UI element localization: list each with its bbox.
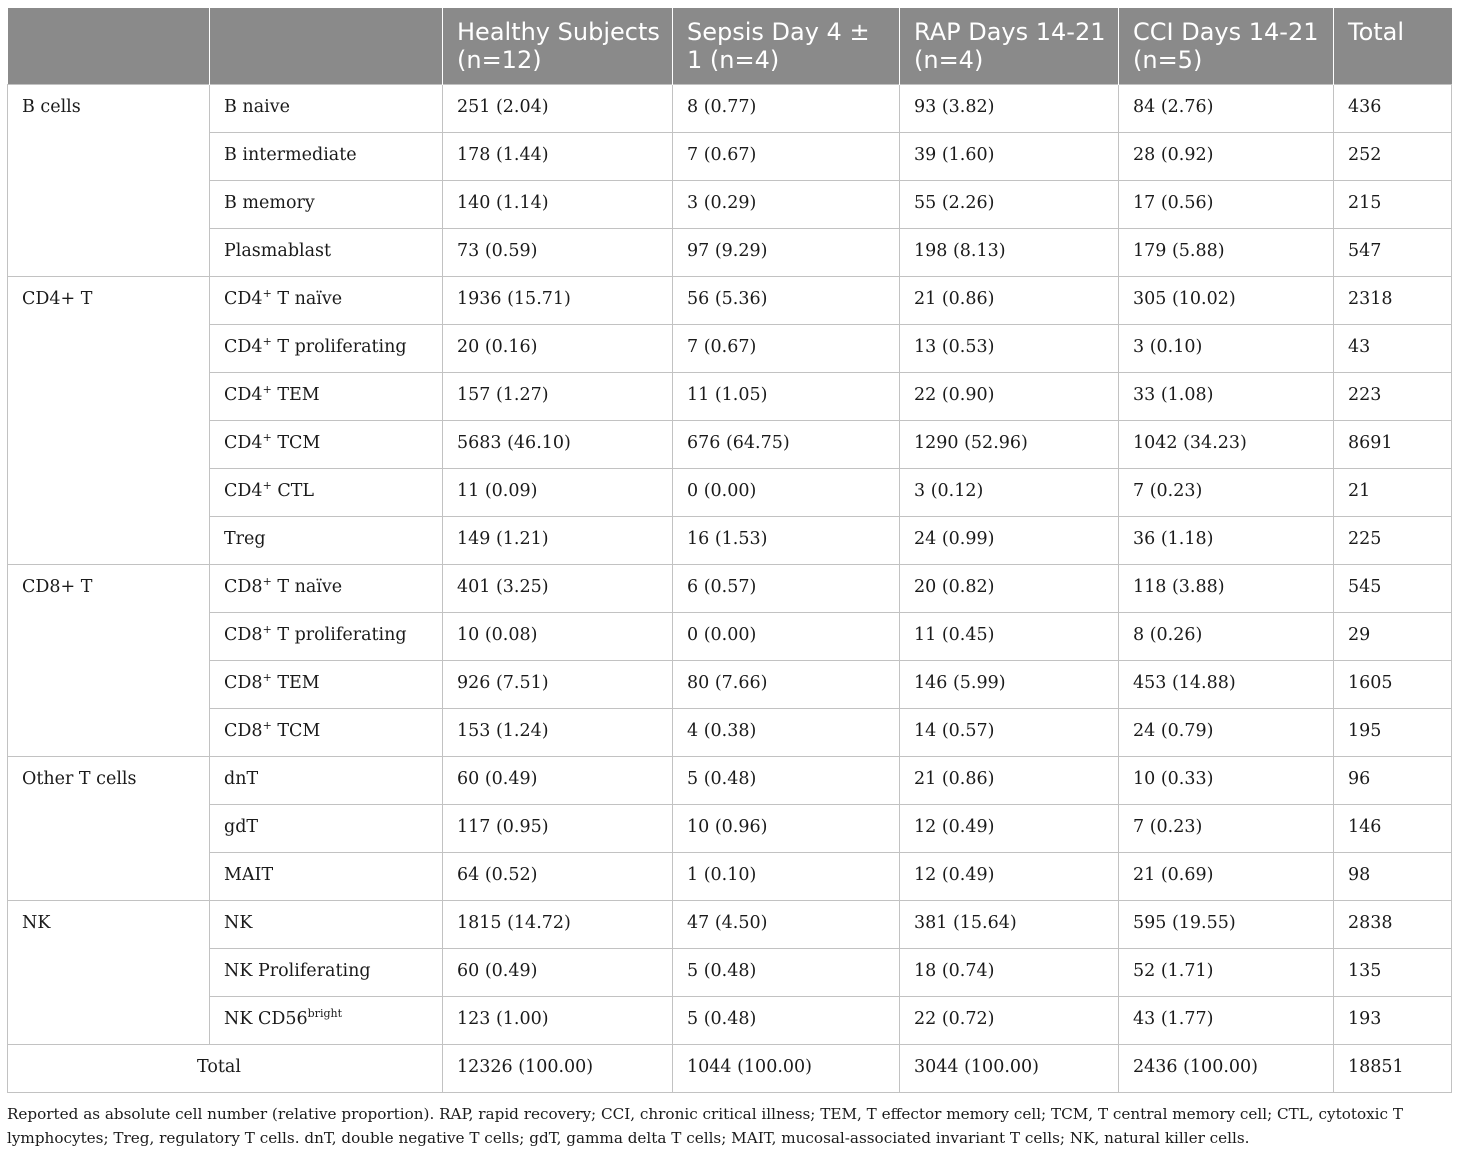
cell-type-suffix: TCM <box>271 433 321 453</box>
cell-type-name: CD4 <box>224 289 263 309</box>
cell-type-suffix: T naïve <box>271 289 343 309</box>
column-header <box>8 8 210 85</box>
value-cell: 21 (0.86) <box>900 277 1119 325</box>
total-value-cell: 3044 (100.00) <box>900 1045 1119 1093</box>
table-row <box>8 805 1452 853</box>
value-cell: 98 <box>1334 853 1452 901</box>
value-cell: 595 (19.55) <box>1119 901 1334 949</box>
cell-type-label <box>210 757 443 805</box>
cell-type-name: Plasmablast <box>224 241 332 261</box>
value-cell: 251 (2.04) <box>443 85 673 133</box>
cell-type-suffix: TEM <box>271 673 320 693</box>
value-cell: 5 (0.48) <box>673 949 900 997</box>
column-header: Total <box>1334 8 1452 85</box>
value-cell: 381 (15.64) <box>900 901 1119 949</box>
cell-type-suffix: T naïve <box>271 577 343 597</box>
value-cell: 33 (1.08) <box>1119 373 1334 421</box>
value-cell: 1815 (14.72) <box>443 901 673 949</box>
value-cell: 117 (0.95) <box>443 805 673 853</box>
total-value-cell: 18851 <box>1334 1045 1452 1093</box>
value-cell: 11 (0.45) <box>900 613 1119 661</box>
cell-type-suffix: TEM <box>271 385 320 405</box>
value-cell: 7 (0.67) <box>673 325 900 373</box>
value-cell: 305 (10.02) <box>1119 277 1334 325</box>
value-cell: 146 <box>1334 805 1452 853</box>
cell-counts-table <box>7 8 1452 1093</box>
value-cell: 3 (0.12) <box>900 469 1119 517</box>
value-cell: 29 <box>1334 613 1452 661</box>
cell-type-superscript: + <box>262 287 272 301</box>
value-cell: 140 (1.14) <box>443 181 673 229</box>
value-cell: 17 (0.56) <box>1119 181 1334 229</box>
group-label: CD4+ T <box>8 277 210 565</box>
value-cell: 8691 <box>1334 421 1452 469</box>
total-value-cell: 12326 (100.00) <box>443 1045 673 1093</box>
cell-type-label <box>210 901 443 949</box>
table-row <box>8 997 1452 1045</box>
table-row <box>8 85 1452 133</box>
column-header <box>210 8 443 85</box>
column-header: Sepsis Day 4 ± 1 (n=4) <box>673 8 900 85</box>
value-cell: 146 (5.99) <box>900 661 1119 709</box>
cell-type-label <box>210 85 443 133</box>
cell-type-label <box>210 613 443 661</box>
value-cell: 123 (1.00) <box>443 997 673 1045</box>
cell-type-name: Treg <box>224 529 266 549</box>
table-header-row <box>8 8 1452 85</box>
cell-type-label <box>210 373 443 421</box>
value-cell: 545 <box>1334 565 1452 613</box>
value-cell: 60 (0.49) <box>443 757 673 805</box>
table-row <box>8 325 1452 373</box>
value-cell: 6 (0.57) <box>673 565 900 613</box>
cell-type-label <box>210 325 443 373</box>
cell-type-suffix: T proliferating <box>271 337 407 357</box>
value-cell: 11 (0.09) <box>443 469 673 517</box>
group-label: NK <box>8 901 210 1045</box>
cell-type-name: NK <box>224 913 253 933</box>
cell-type-name: gdT <box>224 817 259 837</box>
value-cell: 8 (0.26) <box>1119 613 1334 661</box>
value-cell: 157 (1.27) <box>443 373 673 421</box>
value-cell: 2318 <box>1334 277 1452 325</box>
value-cell: 7 (0.23) <box>1119 469 1334 517</box>
table-row <box>8 229 1452 277</box>
table-row <box>8 757 1452 805</box>
value-cell: 96 <box>1334 757 1452 805</box>
value-cell: 80 (7.66) <box>673 661 900 709</box>
cell-type-name: MAIT <box>224 865 274 885</box>
cell-type-superscript: + <box>262 431 272 445</box>
table-row <box>8 133 1452 181</box>
cell-type-name: B naive <box>224 97 290 117</box>
group-label: B cells <box>8 85 210 277</box>
cell-type-label <box>210 133 443 181</box>
value-cell: 198 (8.13) <box>900 229 1119 277</box>
value-cell: 36 (1.18) <box>1119 517 1334 565</box>
cell-type-suffix: CTL <box>271 481 315 501</box>
value-cell: 676 (64.75) <box>673 421 900 469</box>
value-cell: 56 (5.36) <box>673 277 900 325</box>
value-cell: 93 (3.82) <box>900 85 1119 133</box>
cell-type-name: dnT <box>224 769 259 789</box>
cell-type-name: B memory <box>224 193 315 213</box>
value-cell: 0 (0.00) <box>673 469 900 517</box>
value-cell: 1042 (34.23) <box>1119 421 1334 469</box>
cell-type-superscript: + <box>262 383 272 397</box>
value-cell: 18 (0.74) <box>900 949 1119 997</box>
value-cell: 24 (0.79) <box>1119 709 1334 757</box>
value-cell: 10 (0.33) <box>1119 757 1334 805</box>
value-cell: 225 <box>1334 517 1452 565</box>
value-cell: 0 (0.00) <box>673 613 900 661</box>
column-header: CCI Days 14-21 (n=5) <box>1119 8 1334 85</box>
value-cell: 22 (0.72) <box>900 997 1119 1045</box>
value-cell: 20 (0.82) <box>900 565 1119 613</box>
cell-type-superscript: + <box>262 479 272 493</box>
value-cell: 5 (0.48) <box>673 757 900 805</box>
cell-type-label <box>210 517 443 565</box>
column-header: RAP Days 14-21 (n=4) <box>900 8 1119 85</box>
total-row <box>8 1045 1452 1093</box>
value-cell: 11 (1.05) <box>673 373 900 421</box>
table-row <box>8 661 1452 709</box>
cell-type-name: CD8 <box>224 625 263 645</box>
cell-type-label <box>210 661 443 709</box>
cell-type-name: CD4 <box>224 337 263 357</box>
value-cell: 39 (1.60) <box>900 133 1119 181</box>
cell-type-label <box>210 229 443 277</box>
value-cell: 3 (0.29) <box>673 181 900 229</box>
value-cell: 28 (0.92) <box>1119 133 1334 181</box>
value-cell: 547 <box>1334 229 1452 277</box>
value-cell: 149 (1.21) <box>443 517 673 565</box>
cell-type-superscript: + <box>262 719 272 733</box>
value-cell: 153 (1.24) <box>443 709 673 757</box>
cell-type-label <box>210 709 443 757</box>
cell-type-label <box>210 469 443 517</box>
cell-type-label <box>210 853 443 901</box>
value-cell: 215 <box>1334 181 1452 229</box>
value-cell: 195 <box>1334 709 1452 757</box>
value-cell: 178 (1.44) <box>443 133 673 181</box>
value-cell: 43 <box>1334 325 1452 373</box>
cell-type-suffix: TCM <box>271 721 321 741</box>
table-row <box>8 709 1452 757</box>
value-cell: 97 (9.29) <box>673 229 900 277</box>
table-row <box>8 421 1452 469</box>
value-cell: 193 <box>1334 997 1452 1045</box>
table-row <box>8 181 1452 229</box>
value-cell: 135 <box>1334 949 1452 997</box>
cell-type-superscript: + <box>262 623 272 637</box>
cell-type-superscript: + <box>262 575 272 589</box>
cell-type-superscript: + <box>262 671 272 685</box>
value-cell: 24 (0.99) <box>900 517 1119 565</box>
table-row <box>8 613 1452 661</box>
cell-type-label <box>210 277 443 325</box>
column-header: Healthy Subjects (n=12) <box>443 8 673 85</box>
value-cell: 1936 (15.71) <box>443 277 673 325</box>
table-row <box>8 565 1452 613</box>
table-footnote: Reported as absolute cell number (relative proportion). RAP, rapid recovery; CCI, chronic critical illness; TEM, T effector memory cell; TCM, T central memory cell; CTL, cytotoxic T lymphocytes; Treg, regulatory T cells. dnT, double negative T cells; gdT, gamma delta T cells; MAIT, mucosal-associated invariant T cells; NK, natural killer cells. <box>7 1105 1403 1147</box>
cell-type-name: CD8 <box>224 721 263 741</box>
value-cell: 1605 <box>1334 661 1452 709</box>
value-cell: 4 (0.38) <box>673 709 900 757</box>
total-label: Total <box>8 1045 443 1093</box>
value-cell: 223 <box>1334 373 1452 421</box>
cell-type-superscript: + <box>262 335 272 349</box>
group-label: Other T cells <box>8 757 210 901</box>
cell-type-name: CD4 <box>224 385 263 405</box>
value-cell: 21 (0.86) <box>900 757 1119 805</box>
table-row <box>8 853 1452 901</box>
table-row <box>8 517 1452 565</box>
value-cell: 179 (5.88) <box>1119 229 1334 277</box>
table-row <box>8 373 1452 421</box>
cell-type-label <box>210 181 443 229</box>
cell-type-name: CD8 <box>224 577 263 597</box>
value-cell: 64 (0.52) <box>443 853 673 901</box>
value-cell: 8 (0.77) <box>673 85 900 133</box>
total-value-cell: 1044 (100.00) <box>673 1045 900 1093</box>
value-cell: 10 (0.96) <box>673 805 900 853</box>
value-cell: 13 (0.53) <box>900 325 1119 373</box>
total-value-cell: 2436 (100.00) <box>1119 1045 1334 1093</box>
value-cell: 73 (0.59) <box>443 229 673 277</box>
cell-type-name: NK Proliferating <box>224 961 371 981</box>
value-cell: 52 (1.71) <box>1119 949 1334 997</box>
table-row <box>8 901 1452 949</box>
value-cell: 43 (1.77) <box>1119 997 1334 1045</box>
value-cell: 5 (0.48) <box>673 997 900 1045</box>
value-cell: 21 (0.69) <box>1119 853 1334 901</box>
value-cell: 84 (2.76) <box>1119 85 1334 133</box>
value-cell: 453 (14.88) <box>1119 661 1334 709</box>
cell-type-name: B intermediate <box>224 145 357 165</box>
cell-type-label <box>210 949 443 997</box>
value-cell: 926 (7.51) <box>443 661 673 709</box>
value-cell: 401 (3.25) <box>443 565 673 613</box>
value-cell: 1 (0.10) <box>673 853 900 901</box>
cell-type-label <box>210 805 443 853</box>
cell-type-suffix: T proliferating <box>271 625 407 645</box>
value-cell: 5683 (46.10) <box>443 421 673 469</box>
value-cell: 22 (0.90) <box>900 373 1119 421</box>
cell-type-superscript: bright <box>307 1007 343 1021</box>
table-body <box>8 85 1452 1093</box>
cell-type-name: NK CD56 <box>224 1009 308 1029</box>
value-cell: 20 (0.16) <box>443 325 673 373</box>
value-cell: 7 (0.23) <box>1119 805 1334 853</box>
table-row <box>8 469 1452 517</box>
cell-type-label <box>210 997 443 1045</box>
value-cell: 55 (2.26) <box>900 181 1119 229</box>
table-row <box>8 949 1452 997</box>
value-cell: 436 <box>1334 85 1452 133</box>
cell-type-label <box>210 565 443 613</box>
group-label: CD8+ T <box>8 565 210 757</box>
value-cell: 12 (0.49) <box>900 805 1119 853</box>
value-cell: 60 (0.49) <box>443 949 673 997</box>
value-cell: 21 <box>1334 469 1452 517</box>
cell-type-name: CD4 <box>224 481 263 501</box>
value-cell: 16 (1.53) <box>673 517 900 565</box>
table-figure <box>7 8 1451 1150</box>
value-cell: 1290 (52.96) <box>900 421 1119 469</box>
value-cell: 47 (4.50) <box>673 901 900 949</box>
value-cell: 14 (0.57) <box>900 709 1119 757</box>
value-cell: 2838 <box>1334 901 1452 949</box>
value-cell: 118 (3.88) <box>1119 565 1334 613</box>
table-row <box>8 277 1452 325</box>
cell-type-name: CD8 <box>224 673 263 693</box>
value-cell: 10 (0.08) <box>443 613 673 661</box>
cell-type-name: CD4 <box>224 433 263 453</box>
value-cell: 7 (0.67) <box>673 133 900 181</box>
value-cell: 12 (0.49) <box>900 853 1119 901</box>
value-cell: 3 (0.10) <box>1119 325 1334 373</box>
cell-type-label <box>210 421 443 469</box>
value-cell: 252 <box>1334 133 1452 181</box>
